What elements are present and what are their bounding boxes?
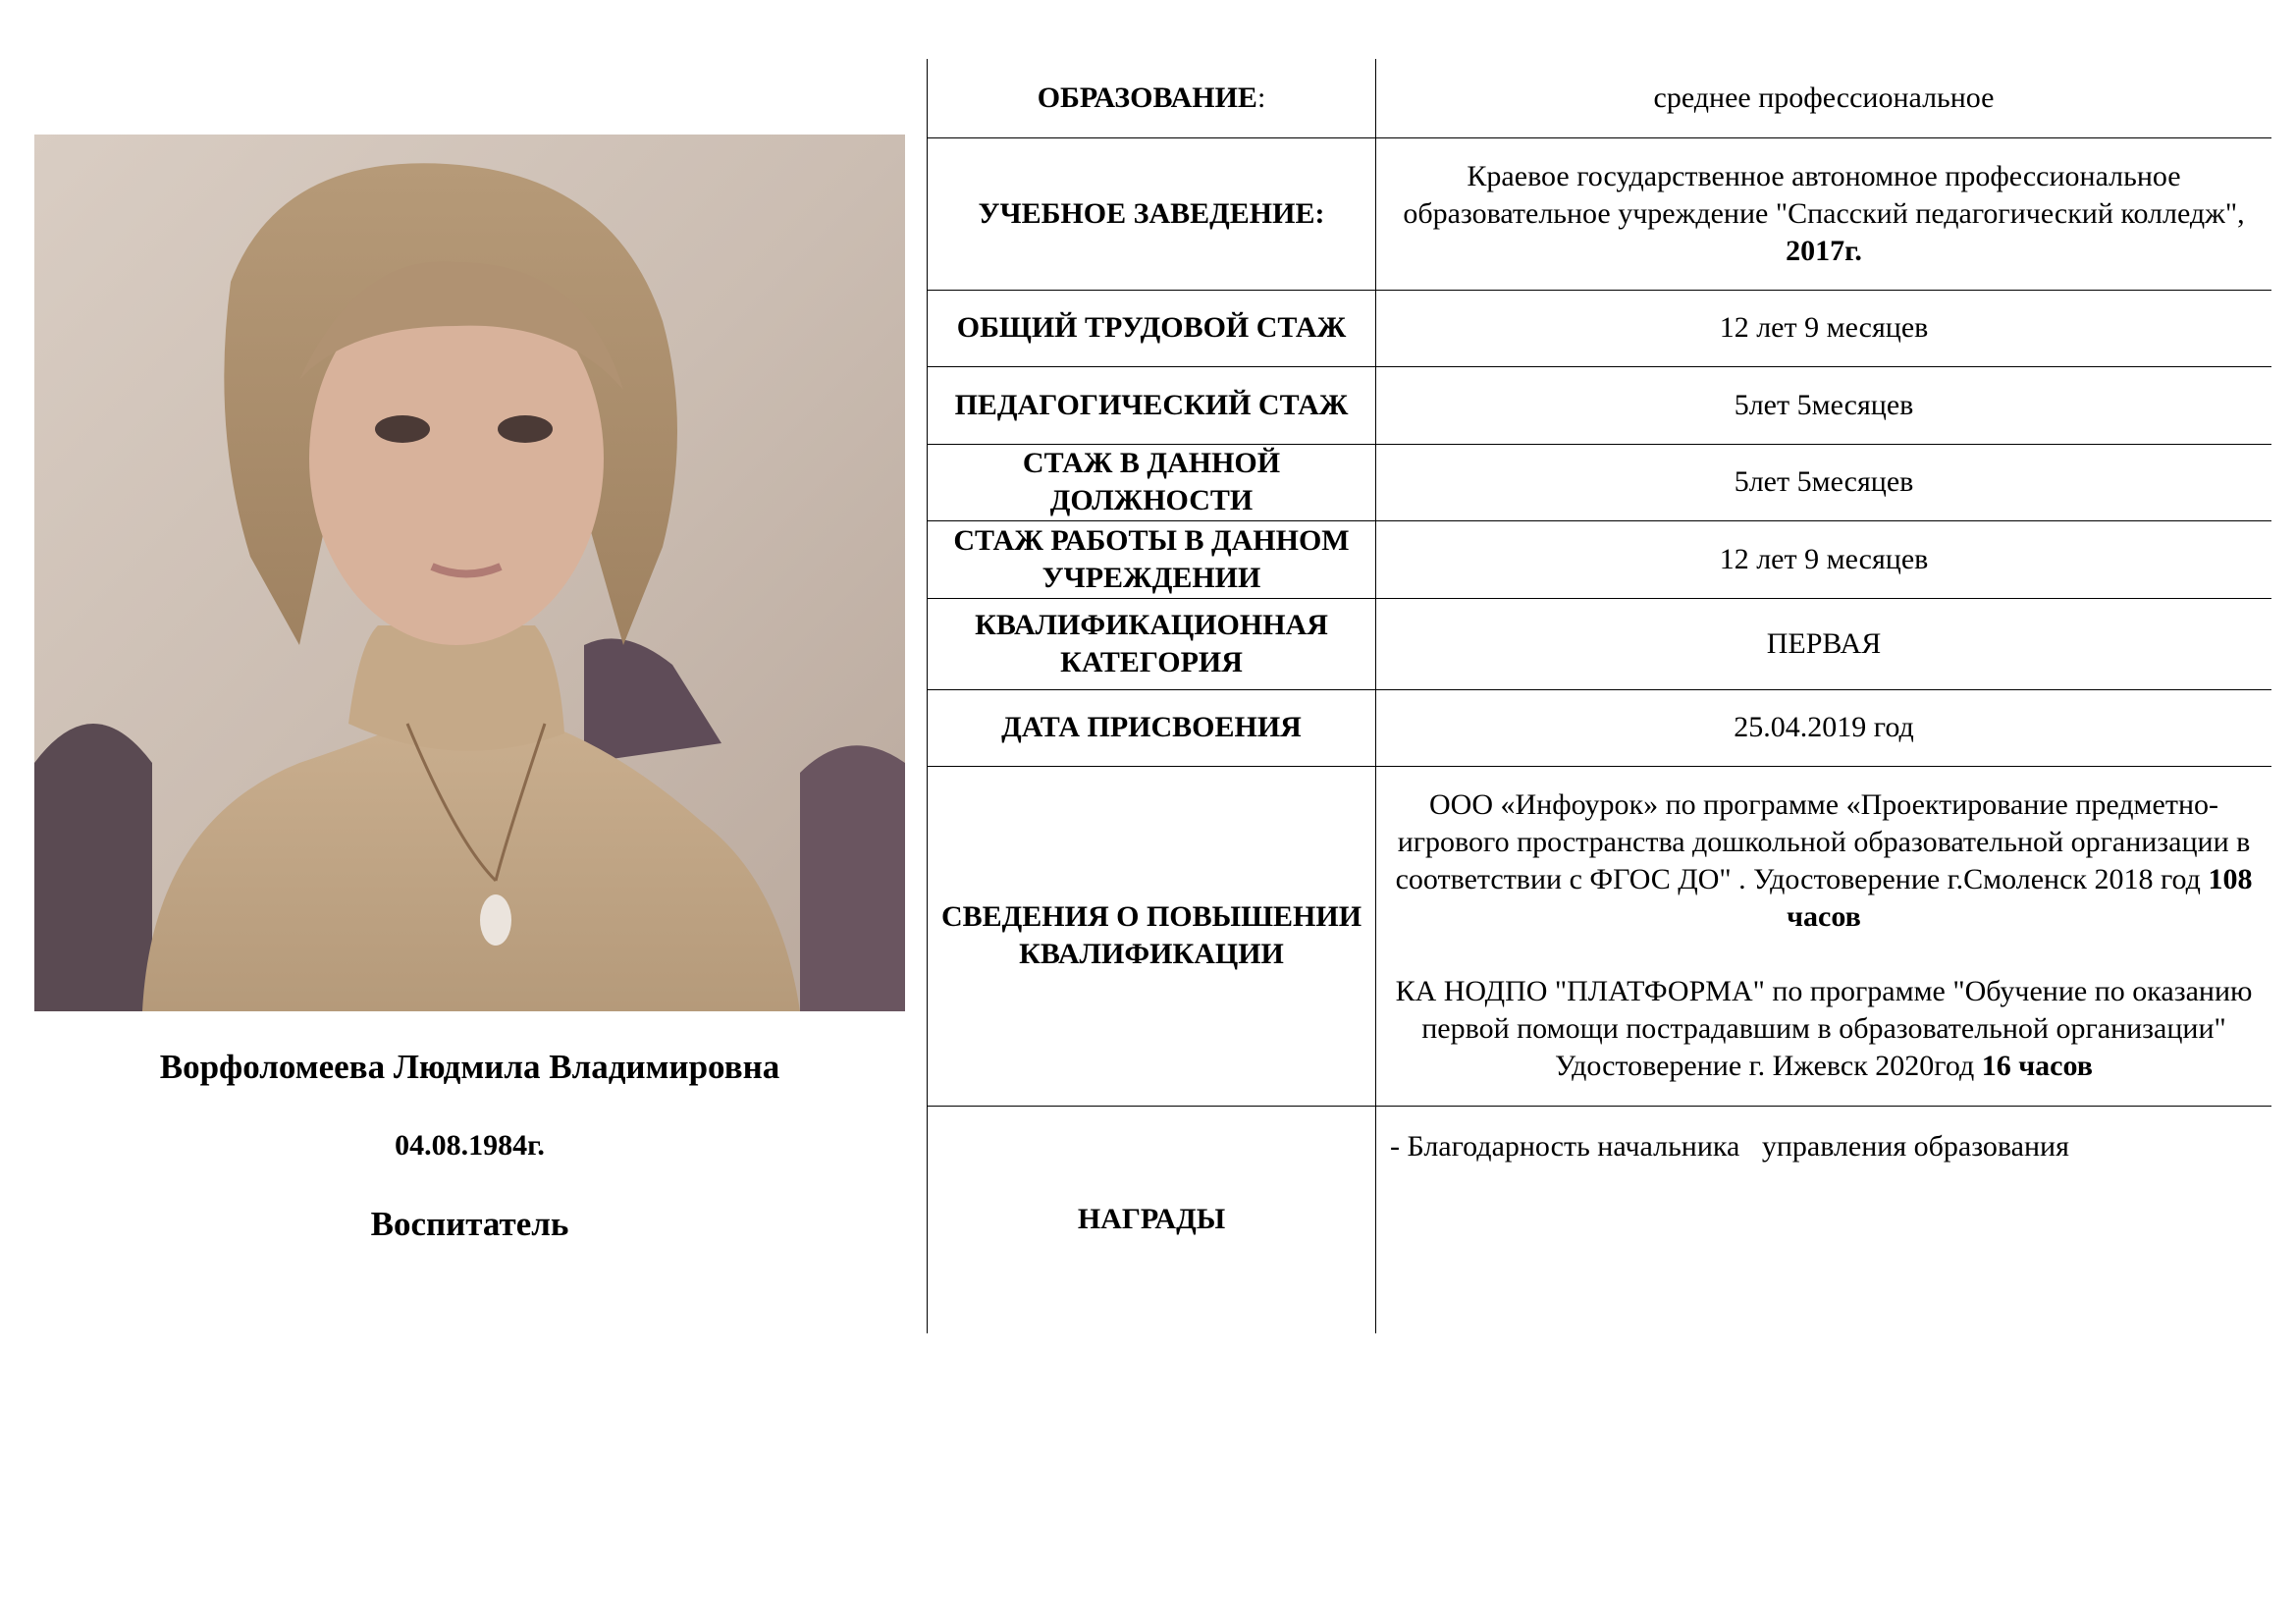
profile-info-table <box>927 59 2271 1333</box>
qualification-upgrade-value <box>1376 766 2272 1106</box>
course-1-hours: 108 часов <box>1787 863 2253 933</box>
education-label: ОБРАЗОВАНИЕ: <box>928 59 1376 137</box>
row-assignment-date <box>928 689 2272 766</box>
job-position: Воспитатель <box>370 1205 569 1243</box>
row-qualification-category <box>928 598 2272 689</box>
qualification-category-label: КВАЛИФИКАЦИОННАЯ КАТЕГОРИЯ <box>928 598 1376 689</box>
row-teaching-experience <box>928 366 2272 444</box>
row-education <box>928 59 2272 137</box>
birth-date: 04.08.1984г. <box>395 1129 545 1162</box>
portrait-photo <box>34 135 905 1011</box>
total-experience-label: ОБЩИЙ ТРУДОВОЙ СТАЖ <box>928 290 1376 366</box>
course-2: КА НОДПО "ПЛАТФОРМА" по программе "Обучение по оказанию первой помощи пострадавшим в образовательной организации" Удостоверение г. Ижевск 2020год 16 часов <box>1395 975 2253 1082</box>
institution-value: Краевое государственное автономное профессиональное образовательное учреждение "Спасский педагогический колледж", 2017г. <box>1376 137 2272 290</box>
total-experience-value: 12 лет 9 месяцев <box>1376 290 2272 366</box>
course-1: ООО «Инфоурок» по программе «Проектирование предметно-игрового пространства дошкольной образовательной организации в соответствии с ФГОС ДО" . Удостоверение г.Смоленск 2018 год 108 часов <box>1395 788 2253 933</box>
teaching-experience-value: 5лет 5месяцев <box>1376 366 2272 444</box>
row-qualification-upgrade <box>928 766 2272 1106</box>
institution-experience-label: СТАЖ РАБОТЫ В ДАННОМ УЧРЕЖДЕНИИ <box>928 520 1376 598</box>
position-experience-value: 5лет 5месяцев <box>1376 444 2272 520</box>
assignment-date-value: 25.04.2019 год <box>1376 689 2272 766</box>
awards-value: - Благодарность начальника управления образования <box>1376 1106 2272 1333</box>
course-2-hours: 16 часов <box>1981 1050 2093 1082</box>
row-total-experience <box>928 290 2272 366</box>
qualification-category-value: ПЕРВАЯ <box>1376 598 2272 689</box>
qualification-upgrade-label: СВЕДЕНИЯ О ПОВЫШЕНИИ КВАЛИФИКАЦИИ <box>928 766 1376 1106</box>
row-awards <box>928 1106 2272 1333</box>
row-position-experience <box>928 444 2272 520</box>
awards-label: НАГРАДЫ <box>928 1106 1376 1333</box>
row-institution <box>928 137 2272 290</box>
teaching-experience-label: ПЕДАГОГИЧЕСКИЙ СТАЖ <box>928 366 1376 444</box>
institution-label: УЧЕБНОЕ ЗАВЕДЕНИЕ: <box>928 137 1376 290</box>
education-value: среднее профессиональное <box>1376 59 2272 137</box>
assignment-date-label: ДАТА ПРИСВОЕНИЯ <box>928 689 1376 766</box>
institution-experience-value: 12 лет 9 месяцев <box>1376 520 2272 598</box>
institution-year: 2017г. <box>1786 234 1862 267</box>
position-experience-label: СТАЖ В ДАННОЙ ДОЛЖНОСТИ <box>928 444 1376 520</box>
person-name: Ворфоломеева Людмила Владимировна <box>159 1048 780 1086</box>
row-institution-experience <box>928 520 2272 598</box>
